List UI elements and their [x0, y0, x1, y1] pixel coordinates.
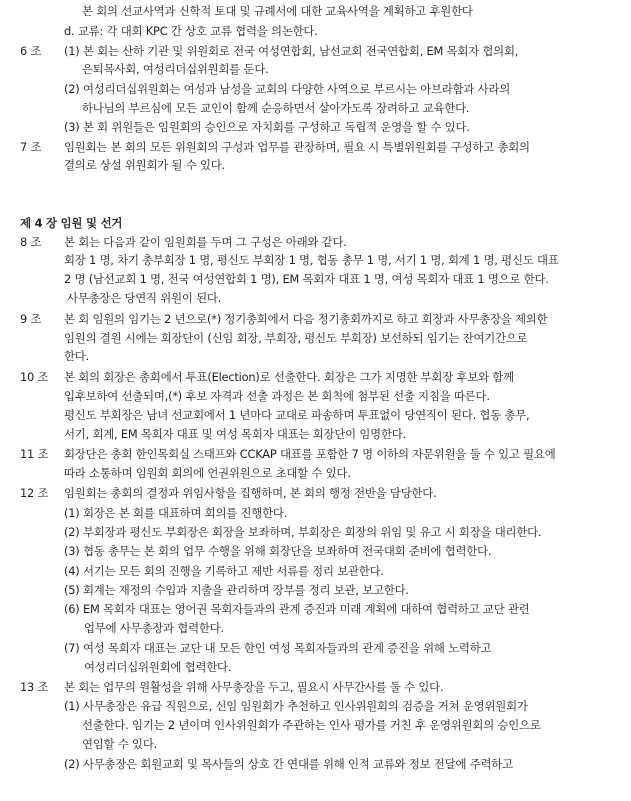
chapter-heading: 제 4 장 임원 및 선거 — [20, 216, 123, 230]
text-line: 임원회는 총회의 결정과 위임사항을 집행하며, 본 회의 행정 전반을 담당한다. — [64, 486, 437, 500]
article-number: 12 조 — [20, 486, 49, 500]
text-line: (5) 회계는 재정의 수입과 지출을 관리하며 장부를 정리 보관, 보고한다. — [64, 583, 409, 597]
text-line: (1) 사무총장은 유급 직원으로, 신임 임원회가 추천하고 인사위원회의 검증을 거쳐 운영위원회가 — [64, 699, 528, 713]
text-line: 한다. — [64, 349, 90, 363]
article-number: 13 조 — [20, 680, 49, 694]
text-line: 본 회는 업무의 원활성을 위해 사무총장을 두고, 필요시 사무간사를 둘 수 있다. — [64, 680, 444, 694]
text-line: 입후보하여 선출되며,(*) 후보 자격과 선출 과정은 본 회칙에 첨부된 선출 지침을 따른다. — [64, 389, 490, 403]
article-number: 7 조 — [20, 140, 42, 154]
text-line: 회장 1 명, 차기 총부회장 1 명, 평신도 부회장 1 명, 협동 총무 1 명, 서기 1 명, 회계 1 명, 평신도 대표 — [64, 253, 559, 267]
text-line: 본 회 임원의 임기는 2 년으로(*) 정기총회에서 다음 정기총회까지로 하고 회장과 사무총장을 제외한 — [64, 312, 548, 326]
text-line: (4) 서기는 모든 회의 진행을 기록하고 제반 서류를 정리 보관한다. — [64, 564, 384, 578]
text-line: (2) 사무총장은 회원교회 및 목사들의 상호 간 연대를 위해 인적 교류와 정보 전달에 주력하고 — [64, 757, 513, 771]
text-line: 결의로 상설 위원회가 될 수 있다. — [64, 158, 225, 172]
text-line: 임원의 결원 시에는 회장단이 (신임 회장, 부회장, 평신도 부회장) 보선하되 임기는 잔여기간으로 — [64, 331, 528, 345]
text-line: (1) 회장은 본 회를 대표하며 회의를 진행한다. — [64, 506, 288, 520]
text-line: 본 회의 선교사역과 신학적 토대 및 규례서에 대한 교육사역을 계획하고 후원한다 — [82, 4, 473, 18]
text-line: (3) 본 회 위원들은 임원회의 승인으로 자치회를 구성하고 독립적 운영을 할 수 있다. — [64, 120, 470, 134]
text-line: 서기, 회계, EM 목회자 대표 및 여성 목회자 대표는 회장단이 임명한다. — [64, 427, 406, 441]
text-line: 본 회는 다음과 같이 임원회를 두며 그 구성은 아래와 같다. — [64, 235, 347, 249]
article-number: 9 조 — [20, 312, 42, 326]
text-line: 하나님의 부르심에 모든 교인이 함께 순응하면서 살아가도록 장려하고 교육한다. — [82, 101, 470, 115]
text-line: 본 회의 회장은 총회에서 투표(Election)로 선출한다. 회장은 그가 지명한 부회장 후보와 함께 — [64, 370, 514, 384]
text-line: 업무에 사무총장과 협력한다. — [84, 621, 224, 635]
text-line: (3) 협동 총무는 본 회의 업무 수행을 위해 회장단을 보좌하며 전국대회 준비에 협력한다. — [64, 544, 492, 558]
text-line: (7) 여성 목회자 대표는 교단 내 모든 한인 여성 목회자들과의 관계 증진을 위해 노력하고 — [64, 641, 492, 655]
article-number: 11 조 — [20, 447, 49, 461]
article-number: 6 조 — [20, 44, 42, 58]
text-line: 따라 소통하며 임원회 회의에 언권위원으로 초대할 수 있다. — [64, 466, 351, 480]
text-line: 회장단은 총회 한인목회실 스태프와 CCKAP 대표를 포함한 7 명 이하의 자문위원을 둘 수 있고 필요에 — [64, 447, 556, 461]
text-line: 임원회는 본 회의 모든 위원회의 구성과 업무를 관장하며, 필요 시 특별위원회를 구성하고 총회의 — [64, 140, 530, 154]
article-number: 8 조 — [20, 235, 42, 249]
text-line: (1) 본 회는 산하 기관 및 위원회로 전국 여성연합회, 남선교회 전국연합회, EM 목회자 협의회, — [64, 44, 519, 58]
text-line: 은퇴목사회, 여성리더십위원회를 둔다. — [82, 62, 269, 76]
text-line: (2) 부회장과 평신도 부회장은 회장을 보좌하며, 부회장은 회장의 위임 및 유고 시 회장을 대리한다. — [64, 525, 542, 539]
text-line: 연임할 수 있다. — [82, 737, 158, 751]
text-line: d. 교류: 각 대회 KPC 간 상호 교류 협력을 의논한다. — [64, 24, 318, 38]
text-line: 2 명 (남선교회 1 명, 전국 여성연합회 1 명), EM 목회자 대표 1 명, 여성 목회자 대표 1 명으로 한다. — [64, 272, 549, 286]
article-number: 10 조 — [20, 370, 49, 384]
text-line: 여성리더십위원회에 협력한다. — [84, 660, 232, 674]
text-line: 평신도 부회장은 남녀 선교회에서 1 년마다 교대로 파송하며 투표없이 당연직이 된다. 협동 총무, — [64, 408, 530, 422]
text-line: 선출한다. 임기는 2 년이며 인사위원회가 주관하는 인사 평가를 거친 후 운영위원회의 승인으로 — [82, 718, 541, 732]
text-line: (2) 여성리더십위원회는 여성과 남성을 교회의 다양한 사역으로 부르시는 아브라함과 사라의 — [64, 82, 511, 96]
text-line: (6) EM 목회자 대표는 영어권 목회자들과의 관계 증진과 미래 계획에 대하여 협력하고 교단 관련 — [64, 602, 530, 616]
text-line: 사무총장은 당연직 위원이 된다. — [67, 291, 222, 305]
